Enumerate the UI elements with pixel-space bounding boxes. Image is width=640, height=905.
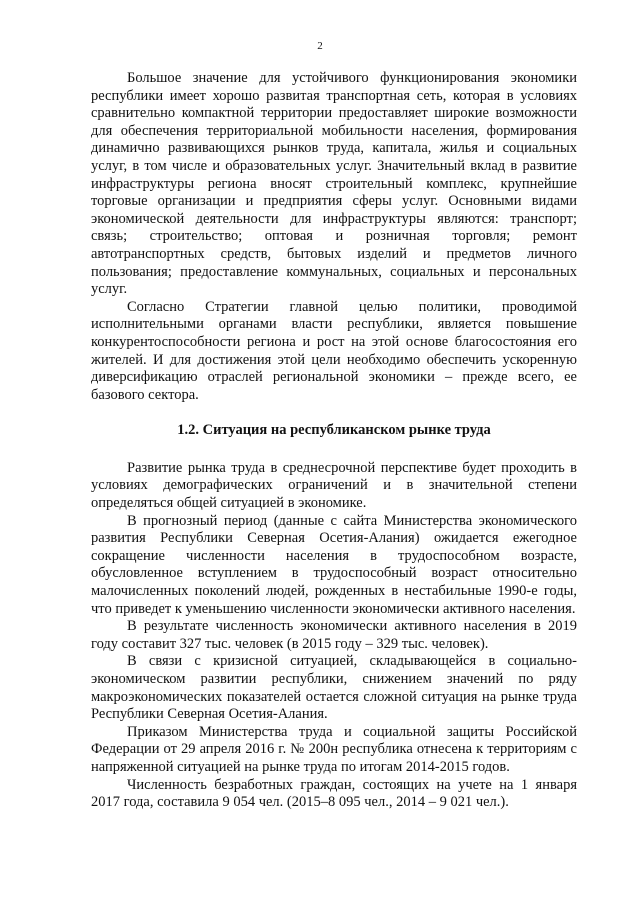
paragraph-unemployed-count: Численность безработных граждан, состоящих на учете на 1 января 2017 года, составила 9 054 чел. (2015–8 095 чел., 2014 – 9 021 чел.). (91, 776, 577, 811)
page-number: 2 (317, 40, 323, 52)
paragraph-ministry-order: Приказом Министерства труда и социальной защиты Российской Федерации от 29 апреля 2016 г. № 200н республика отнесена к территориям с напряженной ситуацией на рынке труда по итогам 2014-2015 годов. (91, 723, 577, 775)
paragraph-forecast-period: В прогнозный период (данные с сайта Министерства экономического развития Республики Северная Осетия-Алания) ожидается ежегодное сокращение численности населения в трудоспособном возрасте, обусловленное вступлением в трудоспособный возраст относительно малочисленных поколений людей, рожденных в нестабильные 1990-е годы, что приведет к уменьшению численности экономически активного населения. (91, 512, 577, 617)
section-heading: 1.2. Ситуация на республиканском рынке труда (177, 422, 491, 439)
paragraph-crisis-situation: В связи с кризисной ситуацией, складывающейся в социально-экономическом развитии республики, снижением значений по ряду макроэкономических показателей остается сложной ситуация на рынке труда Республики Северная Осетия-Алания. (91, 653, 577, 723)
paragraph-infrastructure: Большое значение для устойчивого функционирования экономики республики имеет хорошо развитая транспортная сеть, которая в условиях сравнительно компактной территории предоставляет широкие возможности для обеспечения территориальной мобильности населения, формирования динамично развивающихся рынков труда, капитала, жилья и социальных услуг, в том числе и образовательных услуг. Значительный вклад в развитие инфраструктуры региона вносят строительный комплекс, крупнейшие торговые организации и предприятия сферы услуг. Основными видами экономической деятельности для инфраструктуры являются: транспорт; связь; строительство; оптовая и розничная торговля; ремонт автотранспортных средств, бытовых изделий и предметов личного пользования; предоставление коммунальных, социальных и персональных услуг. (91, 70, 577, 298)
paragraph-strategy: Согласно Стратегии главной целью политики, проводимой исполнительными органами власти республики, является повышение конкурентоспособности региона и рост на этой основе благосостояния его жителей. И для достижения этой цели необходимо обеспечить ускоренную диверсификацию отраслей региональной экономики – прежде всего, ее базового сектора. (91, 298, 577, 403)
paragraph-labor-market-development: Развитие рынка труда в среднесрочной перспективе будет проходить в условиях демографических ограничений и в значительной степени определяться общей ситуацией в экономике. (91, 459, 577, 512)
document-body (91, 70, 577, 812)
paragraph-active-population: В результате численность экономически активного населения в 2019 году составит 327 тыс. человек (в 2015 году – 329 тыс. человек). (91, 618, 577, 652)
